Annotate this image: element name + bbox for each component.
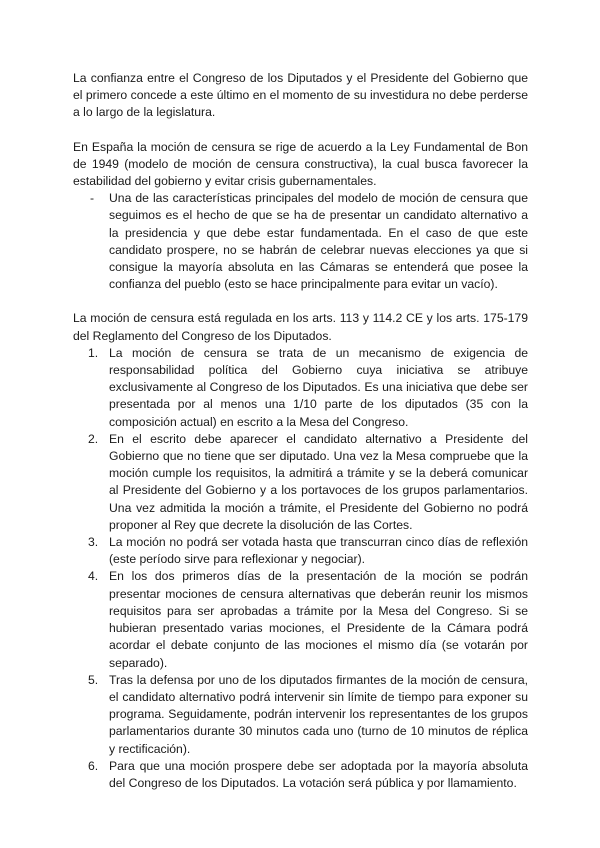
list-item-text: Una de las características principales del modelo de moción de censura que seguimos es el hecho de que se ha de presentar un candidato alternativo a la presidencia y que debe estar fundamentada. En el caso de que este candidato prospere, no se habrán de celebrar nuevas elecciones ya que si consigue la mayoría absoluta en las Cámaras se entenderá que posee la confianza del pueblo (esto se hace principalmente para evitar un vacío).	[109, 191, 528, 292]
list-item	[73, 758, 528, 792]
spain-paragraph: En España la moción de censura se rige de acuerdo a la Ley Fundamental de Bon de 1949 (modelo de moción de censura constructiva), la cual busca favorecer la estabilidad del gobierno y evitar crisis gubernamentales.	[73, 139, 528, 189]
list-item-text: En el escrito debe aparecer el candidato alternativo a Presidente del Gobierno que no tiene que ser diputado. Una vez la Mesa compruebe que la moción cumple los requisitos, la admitirá a trámite y se la deberá comunicar al Presidente del Gobierno y a los portavoces de los grupos parlamentarios. Una vez admitida la moción a trámite, el Presidente del Gobierno no podrá proponer al Rey que decrete la disolución de las Cortes.	[109, 431, 528, 532]
list-item	[73, 672, 528, 758]
list-marker: 2.	[88, 431, 99, 446]
list-marker: 6.	[88, 758, 99, 773]
list-marker: 4.	[88, 569, 99, 584]
list-item-text: Para que una moción prospere debe ser adoptada por la mayoría absoluta del Congreso de los Diputados. La votación será pública y por llamamiento.	[109, 758, 528, 790]
list-item-text: En los dos primeros días de la presentación de la moción se podrán presentar mociones de censura alternativas que deberán reunir los mismos requisitos para ser aprobadas a trámite por la Mesa del Congreso. Si se hubieran presentado varias mociones, el Presidente de la Cámara podrá acordar el debate conjunto de las mociones el mismo día (se votarán por separado).	[109, 569, 528, 670]
list-marker: 3.	[88, 535, 99, 550]
list-item-text: La moción de censura se trata de un mecanismo de exigencia de responsabilidad política del Gobierno cuya iniciativa se atribuye exclusivamente al Congreso de los Diputados. Es una iniciativa que debe ser presentada por al menos una 1/10 parte de los diputados (35 con la composición actual) en escrito a la Mesa del Congreso.	[109, 345, 528, 429]
list-item	[73, 190, 528, 293]
intro-paragraph: La confianza entre el Congreso de los Diputados y el Presidente del Gobierno que el primero concede a este último en el momento de su investidura no debe perderse a lo largo de la legislatura.	[73, 71, 528, 120]
list-marker: -	[90, 191, 95, 206]
list-item	[73, 345, 528, 431]
list-item	[73, 431, 528, 534]
dash-list	[73, 190, 528, 293]
list-marker: 1.	[88, 345, 99, 360]
list-item	[73, 568, 528, 671]
numbered-list	[73, 345, 528, 792]
list-item	[73, 534, 528, 568]
list-item-text: La moción no podrá ser votada hasta que transcurran cinco días de reflexión (este período sirve para reflexionar y negociar).	[109, 535, 528, 567]
list-marker: 5.	[88, 672, 99, 687]
regulation-paragraph: La moción de censura está regulada en los arts. 113 y 114.2 CE y los arts. 175-179 del Reglamento del Congreso de los Diputados.	[73, 311, 528, 343]
document-page	[73, 70, 528, 792]
list-item-text: Tras la defensa por uno de los diputados firmantes de la moción de censura, el candidato alternativo podrá intervenir sin límite de tiempo para exponer su programa. Seguidamente, podrán intervenir los representantes de los grupos parlamentarios durante 30 minutos cada uno (turno de 10 minutos de réplica y rectificación).	[109, 672, 528, 756]
